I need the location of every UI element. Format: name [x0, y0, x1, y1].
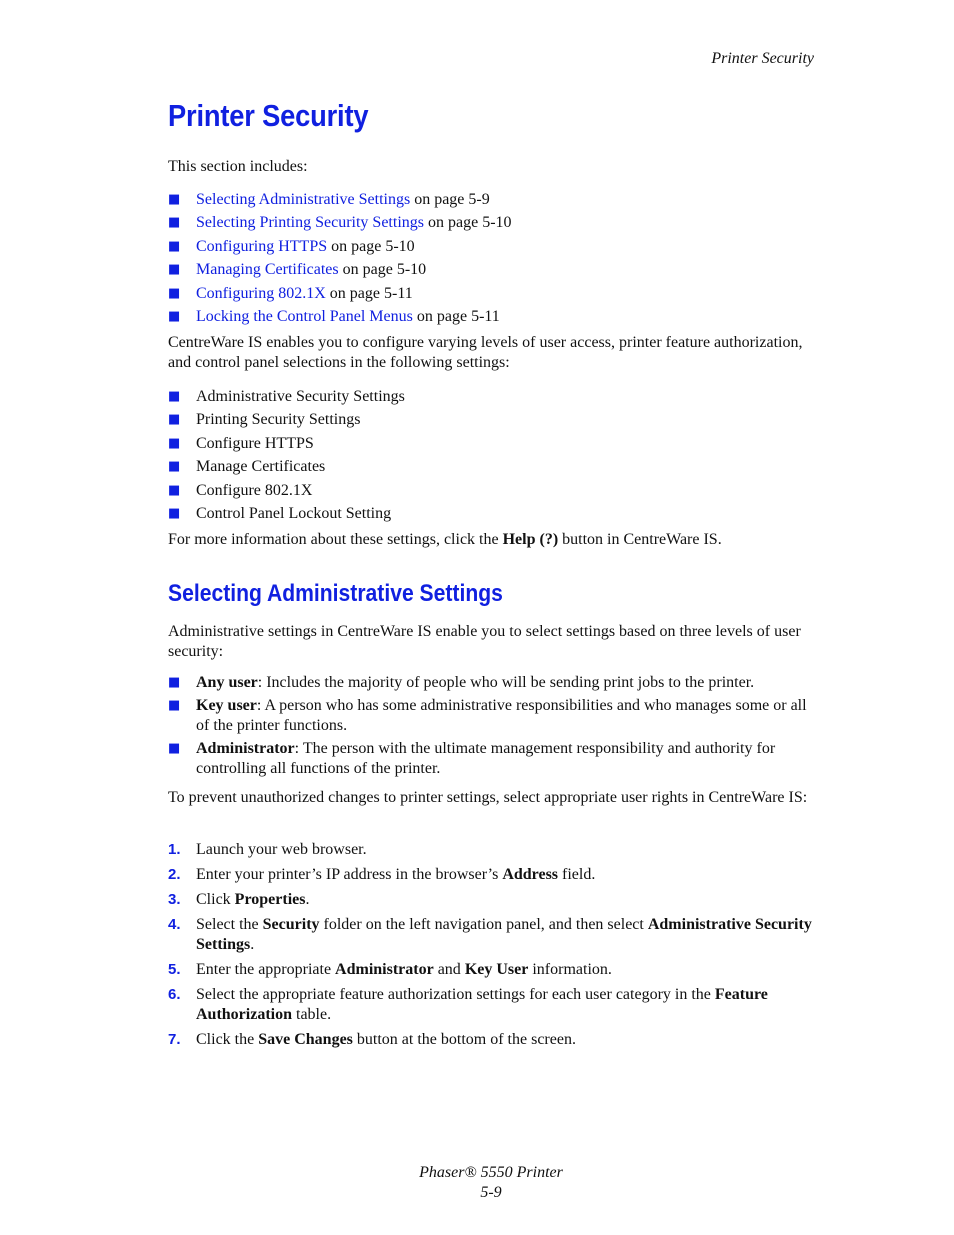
step-text: Enter the appropriate	[196, 961, 336, 978]
step-bold: Security	[262, 916, 320, 933]
toc-item	[168, 235, 818, 258]
bullet-icon: ■	[168, 215, 181, 231]
centreware-intro: CentreWare IS enables you to configure varying levels of user access, printer feature authorization, and control panel selections in the following settings:	[168, 334, 803, 371]
step-number: 7.	[168, 1031, 181, 1048]
user-level-term: Administrator	[196, 740, 295, 757]
step-bold: Administrative Security Settings	[196, 916, 812, 953]
step-text: Launch your web browser.	[196, 841, 367, 858]
toc-item	[168, 305, 818, 328]
step-bold: Save Changes	[258, 1031, 353, 1048]
bullet-icon: ■	[168, 459, 181, 475]
bullet-icon: ■	[168, 238, 181, 254]
bullet-icon: ■	[168, 285, 181, 301]
step-bold: Properties	[234, 891, 306, 908]
step-bold: Key User	[464, 961, 529, 978]
footer-product: Phaser® 5550 Printer	[419, 1164, 563, 1181]
user-level-item	[168, 696, 818, 736]
step-text: Select the appropriate feature authorization settings for each user category in the	[196, 986, 715, 1003]
settings-list	[168, 385, 818, 525]
step-item	[168, 840, 818, 860]
toc-item	[168, 282, 818, 305]
settings-item-label: Control Panel Lockout Setting	[196, 505, 392, 523]
toc-link[interactable]: Selecting Administrative Settings	[196, 191, 411, 208]
settings-item-label: Configure 802.1X	[196, 481, 313, 499]
toc-page-ref: on page 5-10	[338, 261, 427, 279]
step-number: 4.	[168, 916, 181, 933]
user-level-desc: : A person who has some administrative responsibilities and who manages some or all of the printer functions.	[196, 697, 807, 734]
bullet-icon: ■	[168, 698, 181, 713]
step-text: information.	[528, 961, 612, 978]
step-text: folder on the left navigation panel, and then select	[319, 916, 648, 933]
settings-item	[168, 502, 818, 525]
step-bold: Feature Authorization	[196, 986, 768, 1023]
step-text: Click the	[196, 1031, 259, 1048]
toc-link[interactable]: Managing Certificates	[196, 261, 339, 279]
settings-item	[168, 455, 818, 478]
step-item	[168, 915, 818, 955]
step-number: 6.	[168, 986, 181, 1003]
settings-item	[168, 432, 818, 455]
user-level-term: Any user	[196, 674, 258, 691]
step-bold: Administrator	[335, 961, 434, 978]
step-bold: Address	[502, 866, 559, 883]
step-text: field.	[558, 866, 596, 883]
toc-link[interactable]: Configuring HTTPS	[196, 237, 328, 255]
toc-link[interactable]: Selecting Printing Security Settings	[196, 214, 424, 232]
help-button-ref: Help (?)	[502, 531, 559, 548]
step-item	[168, 865, 818, 885]
step-number: 3.	[168, 891, 181, 908]
toc-link[interactable]: Configuring 802.1X	[196, 284, 326, 302]
user-level-item	[168, 739, 818, 779]
page-title: Printer Security	[168, 98, 369, 133]
user-level-desc: : The person with the ultimate management responsibility and authority for controlling all functions of the printer.	[196, 740, 776, 777]
bullet-icon: ■	[168, 412, 181, 428]
toc-item	[168, 188, 818, 211]
step-item	[168, 985, 818, 1025]
page-footer	[0, 1163, 954, 1203]
toc-page-ref: on page 5-10	[327, 237, 415, 255]
intro-text: This section includes:	[168, 158, 308, 175]
settings-item-label: Configure HTTPS	[196, 434, 314, 452]
step-item	[168, 1030, 818, 1050]
bullet-icon: ■	[168, 741, 181, 756]
more-info-post: button in CentreWare IS.	[558, 531, 722, 548]
running-header: Printer Security	[711, 50, 814, 67]
step-text: .	[305, 891, 310, 908]
bullet-icon: ■	[168, 435, 181, 451]
user-levels-list	[168, 673, 818, 779]
toc-page-ref: on page 5-11	[412, 308, 500, 326]
toc-page-ref: on page 5-11	[325, 284, 413, 302]
step-text: Enter your printer’s IP address in the browser’s	[196, 866, 503, 883]
section-intro: Administrative settings in CentreWare IS enable you to select settings based on three levels of user security:	[168, 623, 801, 660]
bullet-icon: ■	[168, 192, 181, 207]
toc-list	[168, 188, 818, 328]
step-text: button at the bottom of the screen.	[352, 1031, 576, 1048]
user-level-desc: : Includes the majority of people who will be sending print jobs to the printer.	[257, 674, 755, 691]
settings-item-label: Administrative Security Settings	[196, 388, 405, 405]
steps-list	[168, 840, 818, 1050]
step-text: Click	[196, 891, 235, 908]
user-level-item	[168, 673, 818, 693]
step-item	[168, 890, 818, 910]
settings-item-label: Manage Certificates	[196, 458, 326, 476]
step-number: 1.	[168, 841, 181, 858]
settings-item	[168, 385, 818, 408]
bullet-icon: ■	[168, 506, 181, 522]
step-text: .	[250, 936, 255, 953]
bullet-icon: ■	[168, 482, 181, 498]
step-text: and	[433, 961, 465, 978]
settings-item-label: Printing Security Settings	[196, 411, 361, 429]
step-text: Select the	[196, 916, 263, 933]
bullet-icon: ■	[168, 309, 181, 325]
section-title: Selecting Administrative Settings	[168, 580, 503, 607]
toc-link[interactable]: Locking the Control Panel Menus	[196, 308, 413, 326]
footer-page-number: 5-9	[480, 1184, 502, 1201]
toc-page-ref: on page 5-10	[423, 214, 512, 232]
toc-page-ref: on page 5-9	[410, 191, 490, 208]
step-number: 2.	[168, 866, 181, 883]
more-info-text	[168, 530, 818, 550]
prevent-text: To prevent unauthorized changes to printer settings, select appropriate user rights in CentreWare IS:	[168, 789, 808, 806]
bullet-icon: ■	[168, 262, 181, 278]
step-number: 5.	[168, 961, 181, 978]
bullet-icon: ■	[168, 389, 181, 404]
more-info-pre: For more information about these settings, click the	[168, 531, 503, 548]
settings-item	[168, 408, 818, 431]
toc-item	[168, 258, 818, 281]
toc-item	[168, 211, 818, 234]
step-item	[168, 960, 818, 980]
user-level-term: Key user	[196, 697, 257, 714]
step-text: table.	[292, 1006, 332, 1023]
settings-item	[168, 479, 818, 502]
bullet-icon: ■	[168, 675, 181, 690]
